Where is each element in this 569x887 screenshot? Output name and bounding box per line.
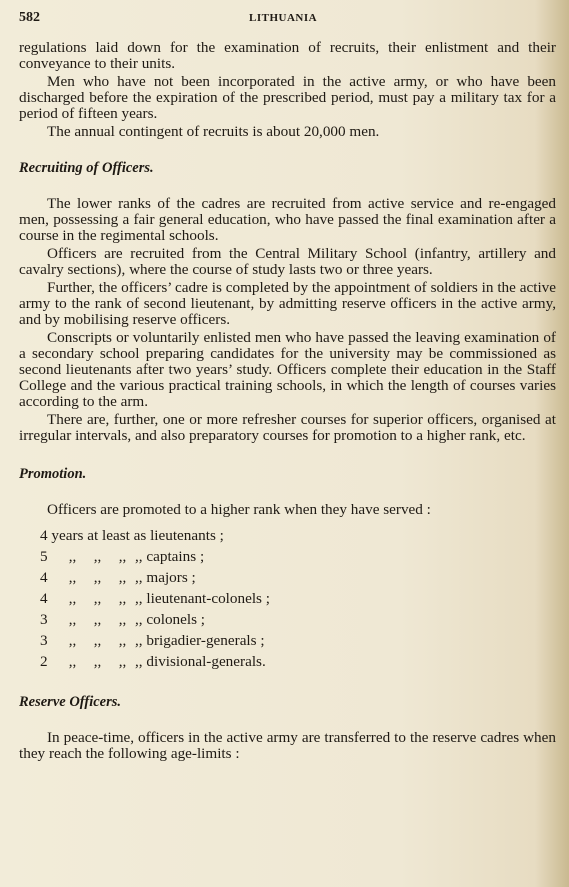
paragraph: There are, further, one or more refresher courses for superior officers, organised at irregular intervals, and also preparatory courses for promotion to a higher rank, etc. xyxy=(19,411,556,444)
paragraph: Further, the officers’ cadre is completed by the appointment of soldiers in the active army to the rank of second lieutenant, by admitting reserve officers in the active army, and by mobilising reserve officers. xyxy=(19,279,556,328)
table-row xyxy=(40,546,270,567)
table-row xyxy=(40,525,270,546)
paragraph: Officers are promoted to a higher rank when they have served : xyxy=(47,501,431,518)
page-content xyxy=(19,40,556,762)
table-row xyxy=(40,630,270,651)
section-heading-reserve: Reserve Officers. xyxy=(19,694,122,710)
ditto-mark: ,, xyxy=(118,569,127,586)
ditto-mark: ,, xyxy=(118,548,127,565)
paragraph: regulations laid down for the examination of recruits, their enlistment and their conveyance to their units. xyxy=(19,39,556,72)
ditto-mark: ,, xyxy=(68,548,77,565)
ditto-mark: ,, xyxy=(93,548,102,565)
ditto-mark: ,, xyxy=(118,590,127,607)
years-value: 3 xyxy=(40,632,48,649)
promotion-table xyxy=(40,525,270,672)
rank-value: ,, divisional-generals. xyxy=(135,653,266,670)
ditto-mark: ,, xyxy=(93,590,102,607)
table-row xyxy=(40,609,270,630)
ditto-mark: ,, xyxy=(118,611,127,628)
table-row xyxy=(40,651,270,672)
paragraph: Conscripts or voluntarily enlisted men who have passed the leaving examination of a secondary school preparing candidates for the university may be commissioned as second lieutenants after two years’ study. Officers complete their education in the Staff College and the various practical training schools, in which the length of courses varies according to the arm. xyxy=(19,329,556,410)
ditto-mark: ,, xyxy=(93,653,102,670)
paragraph: Men who have not been incorporated in the active army, or who have been discharged before the expiration of the prescribed period, must pay a military tax for a period of fifteen years. xyxy=(19,73,556,122)
rank-value: ,, majors ; xyxy=(135,569,196,586)
rank-value: ,, brigadier-generals ; xyxy=(135,632,265,649)
ditto-mark: ,, xyxy=(68,653,77,670)
years-value: 4 xyxy=(40,590,48,607)
ditto-mark: ,, xyxy=(93,611,102,628)
section-heading-recruiting: Recruiting of Officers. xyxy=(19,160,154,176)
table-row xyxy=(40,588,270,609)
promotion-first-line: 4 years at least as lieutenants ; xyxy=(40,527,224,544)
rank-value: ,, captains ; xyxy=(135,548,205,565)
ditto-mark: ,, xyxy=(93,632,102,649)
paragraph: In peace-time, officers in the active army are transferred to the reserve cadres when they reach the following age-limits : xyxy=(19,729,556,762)
page-number: 582 xyxy=(19,10,40,25)
rank-value: ,, lieutenant-colonels ; xyxy=(135,590,270,607)
years-value: 2 xyxy=(40,653,48,670)
ditto-mark: ,, xyxy=(68,632,77,649)
ditto-mark: ,, xyxy=(68,611,77,628)
years-value: 5 xyxy=(40,548,48,565)
years-value: 4 xyxy=(40,569,48,586)
paragraph: Officers are recruited from the Central Military School (infantry, artillery and cavalry sections), where the course of study lasts two or three years. xyxy=(19,245,556,278)
table-row xyxy=(40,567,270,588)
ditto-mark: ,, xyxy=(68,590,77,607)
running-head: LITHUANIA xyxy=(249,12,318,24)
ditto-mark: ,, xyxy=(118,632,127,649)
page-header xyxy=(19,10,555,28)
rank-value: ,, colonels ; xyxy=(135,611,206,628)
ditto-mark: ,, xyxy=(118,653,127,670)
years-value: 3 xyxy=(40,611,48,628)
ditto-mark: ,, xyxy=(93,569,102,586)
paragraph: The annual contingent of recruits is about 20,000 men. xyxy=(47,123,380,140)
ditto-mark: ,, xyxy=(68,569,77,586)
section-heading-promotion: Promotion. xyxy=(19,466,87,482)
paragraph: The lower ranks of the cadres are recruited from active service and re-engaged men, possessing a fair general education, who have passed the final examination after a course in the regimental schools. xyxy=(19,195,556,244)
